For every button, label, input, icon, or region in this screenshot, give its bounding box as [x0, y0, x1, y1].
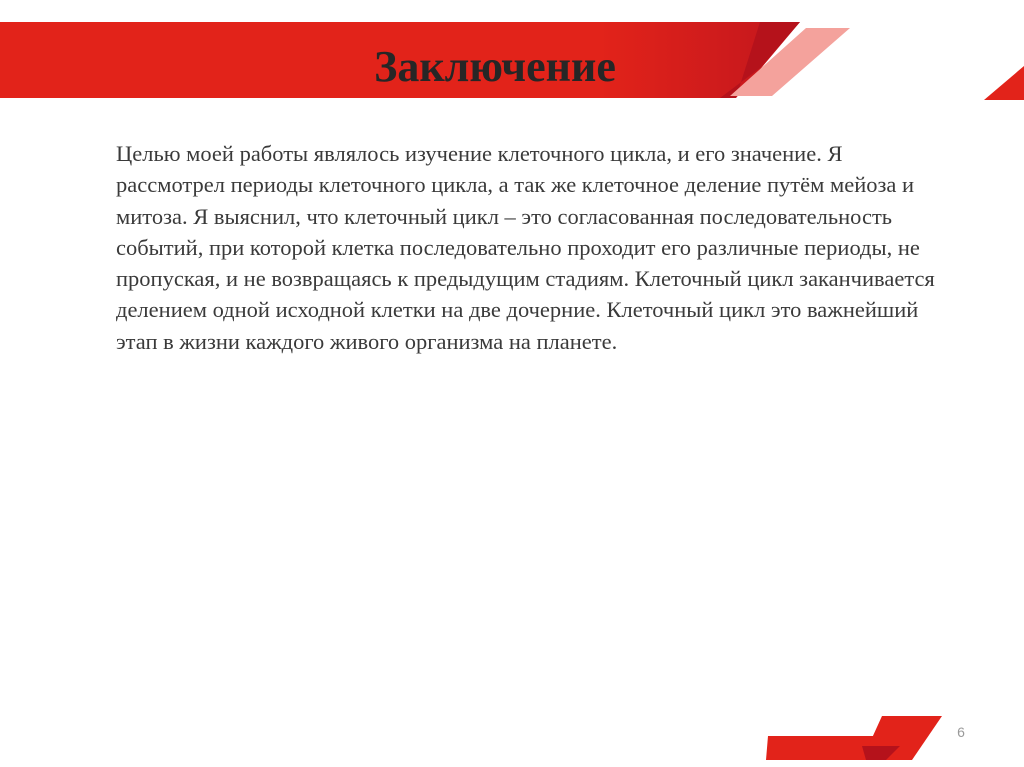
- slide-body-text: Целью моей работы являлось изучение клеточного цикла, и его значение. Я рассмотрел периоды клеточного цикла, а так же клеточное деление путём мейоза и митоза. Я выяснил, что клеточный цикл – это согласованная последовательность событий, при которой клетка последовательно проходит его различные периоды, не пропуская, и не возвращаясь к предыдущим стадиям. Клеточный цикл заканчивается делением одной исходной клетки на две дочерние. Клеточный цикл это важнейший этап в жизни каждого живого организма на планете.: [116, 141, 935, 354]
- corner-triangle: [984, 66, 1024, 100]
- slide-title: Заключение: [374, 42, 616, 91]
- page-number: 6: [957, 724, 965, 740]
